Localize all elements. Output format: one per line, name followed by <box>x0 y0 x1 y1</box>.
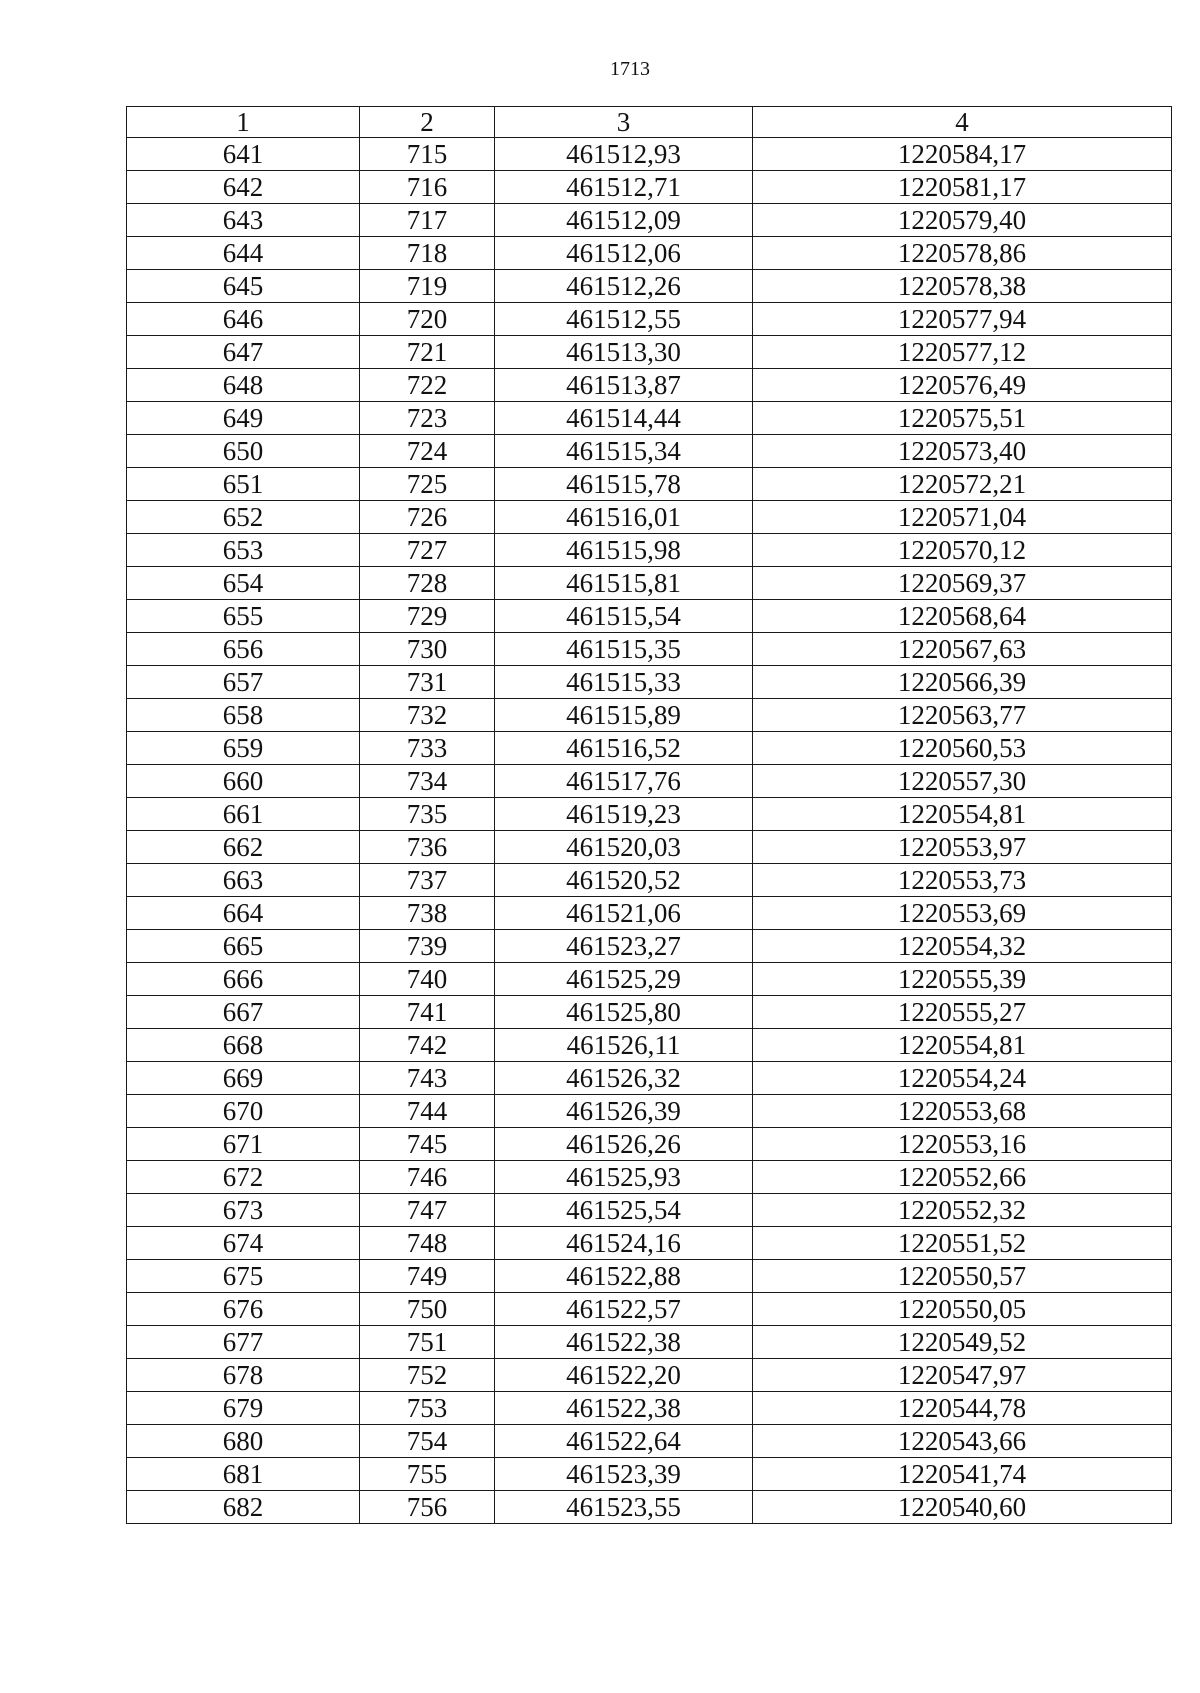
y-coordinate-cell: 1220557,30 <box>753 765 1172 798</box>
point-id-cell: 726 <box>360 501 495 534</box>
point-number-cell: 642 <box>127 171 360 204</box>
y-coordinate-cell: 1220553,68 <box>753 1095 1172 1128</box>
table-row <box>127 303 1172 336</box>
table-row <box>127 336 1172 369</box>
point-number-cell: 674 <box>127 1227 360 1260</box>
point-id-cell: 715 <box>360 138 495 171</box>
y-coordinate-cell: 1220543,66 <box>753 1425 1172 1458</box>
x-coordinate-cell: 461522,57 <box>495 1293 753 1326</box>
table-row <box>127 1161 1172 1194</box>
table-row <box>127 534 1172 567</box>
point-id-cell: 745 <box>360 1128 495 1161</box>
y-coordinate-cell: 1220540,60 <box>753 1491 1172 1524</box>
point-number-cell: 681 <box>127 1458 360 1491</box>
point-number-cell: 666 <box>127 963 360 996</box>
table-row <box>127 435 1172 468</box>
x-coordinate-cell: 461515,33 <box>495 666 753 699</box>
table-row <box>127 1095 1172 1128</box>
y-coordinate-cell: 1220570,12 <box>753 534 1172 567</box>
table-row <box>127 270 1172 303</box>
y-coordinate-cell: 1220544,78 <box>753 1392 1172 1425</box>
point-id-cell: 722 <box>360 369 495 402</box>
y-coordinate-cell: 1220554,32 <box>753 930 1172 963</box>
point-number-cell: 647 <box>127 336 360 369</box>
x-coordinate-cell: 461512,26 <box>495 270 753 303</box>
coordinates-table <box>126 106 1172 1524</box>
point-number-cell: 673 <box>127 1194 360 1227</box>
x-coordinate-cell: 461524,16 <box>495 1227 753 1260</box>
column-header-2: 2 <box>360 107 495 138</box>
y-coordinate-cell: 1220575,51 <box>753 402 1172 435</box>
table-row <box>127 1227 1172 1260</box>
y-coordinate-cell: 1220550,05 <box>753 1293 1172 1326</box>
table-row <box>127 897 1172 930</box>
x-coordinate-cell: 461520,03 <box>495 831 753 864</box>
point-number-cell: 657 <box>127 666 360 699</box>
point-id-cell: 753 <box>360 1392 495 1425</box>
x-coordinate-cell: 461522,64 <box>495 1425 753 1458</box>
point-number-cell: 658 <box>127 699 360 732</box>
table-row <box>127 633 1172 666</box>
point-number-cell: 661 <box>127 798 360 831</box>
point-id-cell: 749 <box>360 1260 495 1293</box>
y-coordinate-cell: 1220555,27 <box>753 996 1172 1029</box>
x-coordinate-cell: 461517,76 <box>495 765 753 798</box>
x-coordinate-cell: 461512,55 <box>495 303 753 336</box>
x-coordinate-cell: 461512,93 <box>495 138 753 171</box>
point-number-cell: 659 <box>127 732 360 765</box>
table-row <box>127 468 1172 501</box>
table-row <box>127 1491 1172 1524</box>
y-coordinate-cell: 1220560,53 <box>753 732 1172 765</box>
y-coordinate-cell: 1220552,66 <box>753 1161 1172 1194</box>
table-row <box>127 765 1172 798</box>
table-row <box>127 1359 1172 1392</box>
point-number-cell: 641 <box>127 138 360 171</box>
point-number-cell: 643 <box>127 204 360 237</box>
table-row <box>127 1425 1172 1458</box>
point-id-cell: 755 <box>360 1458 495 1491</box>
point-id-cell: 717 <box>360 204 495 237</box>
y-coordinate-cell: 1220552,32 <box>753 1194 1172 1227</box>
point-id-cell: 736 <box>360 831 495 864</box>
table-row <box>127 204 1172 237</box>
y-coordinate-cell: 1220573,40 <box>753 435 1172 468</box>
point-number-cell: 671 <box>127 1128 360 1161</box>
table-row <box>127 666 1172 699</box>
table-row <box>127 996 1172 1029</box>
x-coordinate-cell: 461516,52 <box>495 732 753 765</box>
point-number-cell: 652 <box>127 501 360 534</box>
x-coordinate-cell: 461512,09 <box>495 204 753 237</box>
point-number-cell: 660 <box>127 765 360 798</box>
point-id-cell: 719 <box>360 270 495 303</box>
x-coordinate-cell: 461514,44 <box>495 402 753 435</box>
page-number: 1713 <box>610 58 650 80</box>
y-coordinate-cell: 1220577,94 <box>753 303 1172 336</box>
y-coordinate-cell: 1220567,63 <box>753 633 1172 666</box>
y-coordinate-cell: 1220568,64 <box>753 600 1172 633</box>
x-coordinate-cell: 461515,89 <box>495 699 753 732</box>
point-number-cell: 664 <box>127 897 360 930</box>
point-number-cell: 650 <box>127 435 360 468</box>
table-row <box>127 831 1172 864</box>
point-id-cell: 737 <box>360 864 495 897</box>
x-coordinate-cell: 461525,80 <box>495 996 753 1029</box>
y-coordinate-cell: 1220553,69 <box>753 897 1172 930</box>
x-coordinate-cell: 461512,71 <box>495 171 753 204</box>
x-coordinate-cell: 461515,34 <box>495 435 753 468</box>
point-number-cell: 672 <box>127 1161 360 1194</box>
point-number-cell: 679 <box>127 1392 360 1425</box>
y-coordinate-cell: 1220555,39 <box>753 963 1172 996</box>
y-coordinate-cell: 1220578,86 <box>753 237 1172 270</box>
x-coordinate-cell: 461521,06 <box>495 897 753 930</box>
point-number-cell: 668 <box>127 1029 360 1062</box>
column-header-4: 4 <box>753 107 1172 138</box>
y-coordinate-cell: 1220541,74 <box>753 1458 1172 1491</box>
point-number-cell: 678 <box>127 1359 360 1392</box>
point-number-cell: 656 <box>127 633 360 666</box>
point-id-cell: 746 <box>360 1161 495 1194</box>
table-row <box>127 1062 1172 1095</box>
point-number-cell: 676 <box>127 1293 360 1326</box>
point-id-cell: 725 <box>360 468 495 501</box>
x-coordinate-cell: 461525,54 <box>495 1194 753 1227</box>
table-row <box>127 963 1172 996</box>
x-coordinate-cell: 461522,38 <box>495 1326 753 1359</box>
point-id-cell: 723 <box>360 402 495 435</box>
point-id-cell: 718 <box>360 237 495 270</box>
table-row <box>127 1260 1172 1293</box>
table-row <box>127 798 1172 831</box>
x-coordinate-cell: 461515,54 <box>495 600 753 633</box>
table-row <box>127 699 1172 732</box>
x-coordinate-cell: 461520,52 <box>495 864 753 897</box>
x-coordinate-cell: 461525,93 <box>495 1161 753 1194</box>
point-number-cell: 655 <box>127 600 360 633</box>
y-coordinate-cell: 1220551,52 <box>753 1227 1172 1260</box>
point-id-cell: 742 <box>360 1029 495 1062</box>
point-id-cell: 727 <box>360 534 495 567</box>
table-row <box>127 369 1172 402</box>
point-id-cell: 747 <box>360 1194 495 1227</box>
point-number-cell: 649 <box>127 402 360 435</box>
x-coordinate-cell: 461515,81 <box>495 567 753 600</box>
point-number-cell: 670 <box>127 1095 360 1128</box>
point-id-cell: 721 <box>360 336 495 369</box>
table-row <box>127 732 1172 765</box>
y-coordinate-cell: 1220569,37 <box>753 567 1172 600</box>
column-header-3: 3 <box>495 107 753 138</box>
point-id-cell: 728 <box>360 567 495 600</box>
point-number-cell: 653 <box>127 534 360 567</box>
y-coordinate-cell: 1220550,57 <box>753 1260 1172 1293</box>
point-number-cell: 680 <box>127 1425 360 1458</box>
x-coordinate-cell: 461522,88 <box>495 1260 753 1293</box>
column-header-1: 1 <box>127 107 360 138</box>
point-id-cell: 733 <box>360 732 495 765</box>
x-coordinate-cell: 461522,38 <box>495 1392 753 1425</box>
y-coordinate-cell: 1220566,39 <box>753 666 1172 699</box>
point-number-cell: 669 <box>127 1062 360 1095</box>
point-id-cell: 756 <box>360 1491 495 1524</box>
point-id-cell: 730 <box>360 633 495 666</box>
point-number-cell: 651 <box>127 468 360 501</box>
point-id-cell: 754 <box>360 1425 495 1458</box>
point-id-cell: 739 <box>360 930 495 963</box>
table-row <box>127 567 1172 600</box>
point-id-cell: 716 <box>360 171 495 204</box>
table-body <box>127 138 1172 1524</box>
x-coordinate-cell: 461526,32 <box>495 1062 753 1095</box>
x-coordinate-cell: 461523,55 <box>495 1491 753 1524</box>
point-number-cell: 682 <box>127 1491 360 1524</box>
point-id-cell: 720 <box>360 303 495 336</box>
x-coordinate-cell: 461526,26 <box>495 1128 753 1161</box>
point-number-cell: 654 <box>127 567 360 600</box>
y-coordinate-cell: 1220547,97 <box>753 1359 1172 1392</box>
point-number-cell: 663 <box>127 864 360 897</box>
y-coordinate-cell: 1220554,24 <box>753 1062 1172 1095</box>
point-number-cell: 648 <box>127 369 360 402</box>
y-coordinate-cell: 1220571,04 <box>753 501 1172 534</box>
y-coordinate-cell: 1220549,52 <box>753 1326 1172 1359</box>
x-coordinate-cell: 461512,06 <box>495 237 753 270</box>
point-id-cell: 738 <box>360 897 495 930</box>
x-coordinate-cell: 461526,39 <box>495 1095 753 1128</box>
x-coordinate-cell: 461515,98 <box>495 534 753 567</box>
table-header <box>127 107 1172 138</box>
x-coordinate-cell: 461516,01 <box>495 501 753 534</box>
point-id-cell: 724 <box>360 435 495 468</box>
x-coordinate-cell: 461513,30 <box>495 336 753 369</box>
table-row <box>127 138 1172 171</box>
point-id-cell: 732 <box>360 699 495 732</box>
table-row <box>127 600 1172 633</box>
point-id-cell: 748 <box>360 1227 495 1260</box>
table-row <box>127 402 1172 435</box>
table-row <box>127 1194 1172 1227</box>
point-id-cell: 734 <box>360 765 495 798</box>
y-coordinate-cell: 1220578,38 <box>753 270 1172 303</box>
x-coordinate-cell: 461519,23 <box>495 798 753 831</box>
point-number-cell: 665 <box>127 930 360 963</box>
table-row <box>127 930 1172 963</box>
x-coordinate-cell: 461525,29 <box>495 963 753 996</box>
point-id-cell: 744 <box>360 1095 495 1128</box>
point-number-cell: 645 <box>127 270 360 303</box>
point-number-cell: 646 <box>127 303 360 336</box>
point-id-cell: 743 <box>360 1062 495 1095</box>
table-row <box>127 1326 1172 1359</box>
point-id-cell: 751 <box>360 1326 495 1359</box>
table-row <box>127 1392 1172 1425</box>
point-number-cell: 677 <box>127 1326 360 1359</box>
x-coordinate-cell: 461515,78 <box>495 468 753 501</box>
point-number-cell: 662 <box>127 831 360 864</box>
table-row <box>127 171 1172 204</box>
point-number-cell: 675 <box>127 1260 360 1293</box>
y-coordinate-cell: 1220579,40 <box>753 204 1172 237</box>
y-coordinate-cell: 1220554,81 <box>753 1029 1172 1062</box>
y-coordinate-cell: 1220576,49 <box>753 369 1172 402</box>
x-coordinate-cell: 461515,35 <box>495 633 753 666</box>
x-coordinate-cell: 461523,27 <box>495 930 753 963</box>
table-row <box>127 501 1172 534</box>
point-id-cell: 740 <box>360 963 495 996</box>
header-row <box>127 107 1172 138</box>
point-id-cell: 750 <box>360 1293 495 1326</box>
y-coordinate-cell: 1220554,81 <box>753 798 1172 831</box>
point-number-cell: 667 <box>127 996 360 1029</box>
table-row <box>127 1029 1172 1062</box>
x-coordinate-cell: 461522,20 <box>495 1359 753 1392</box>
x-coordinate-cell: 461523,39 <box>495 1458 753 1491</box>
point-id-cell: 729 <box>360 600 495 633</box>
point-id-cell: 731 <box>360 666 495 699</box>
y-coordinate-cell: 1220563,77 <box>753 699 1172 732</box>
y-coordinate-cell: 1220553,16 <box>753 1128 1172 1161</box>
table-row <box>127 1458 1172 1491</box>
point-id-cell: 741 <box>360 996 495 1029</box>
point-number-cell: 644 <box>127 237 360 270</box>
y-coordinate-cell: 1220581,17 <box>753 171 1172 204</box>
table-row <box>127 864 1172 897</box>
y-coordinate-cell: 1220553,97 <box>753 831 1172 864</box>
table-row <box>127 237 1172 270</box>
table-row <box>127 1128 1172 1161</box>
y-coordinate-cell: 1220553,73 <box>753 864 1172 897</box>
y-coordinate-cell: 1220572,21 <box>753 468 1172 501</box>
point-id-cell: 752 <box>360 1359 495 1392</box>
point-id-cell: 735 <box>360 798 495 831</box>
y-coordinate-cell: 1220584,17 <box>753 138 1172 171</box>
y-coordinate-cell: 1220577,12 <box>753 336 1172 369</box>
table-row <box>127 1293 1172 1326</box>
x-coordinate-cell: 461526,11 <box>495 1029 753 1062</box>
x-coordinate-cell: 461513,87 <box>495 369 753 402</box>
